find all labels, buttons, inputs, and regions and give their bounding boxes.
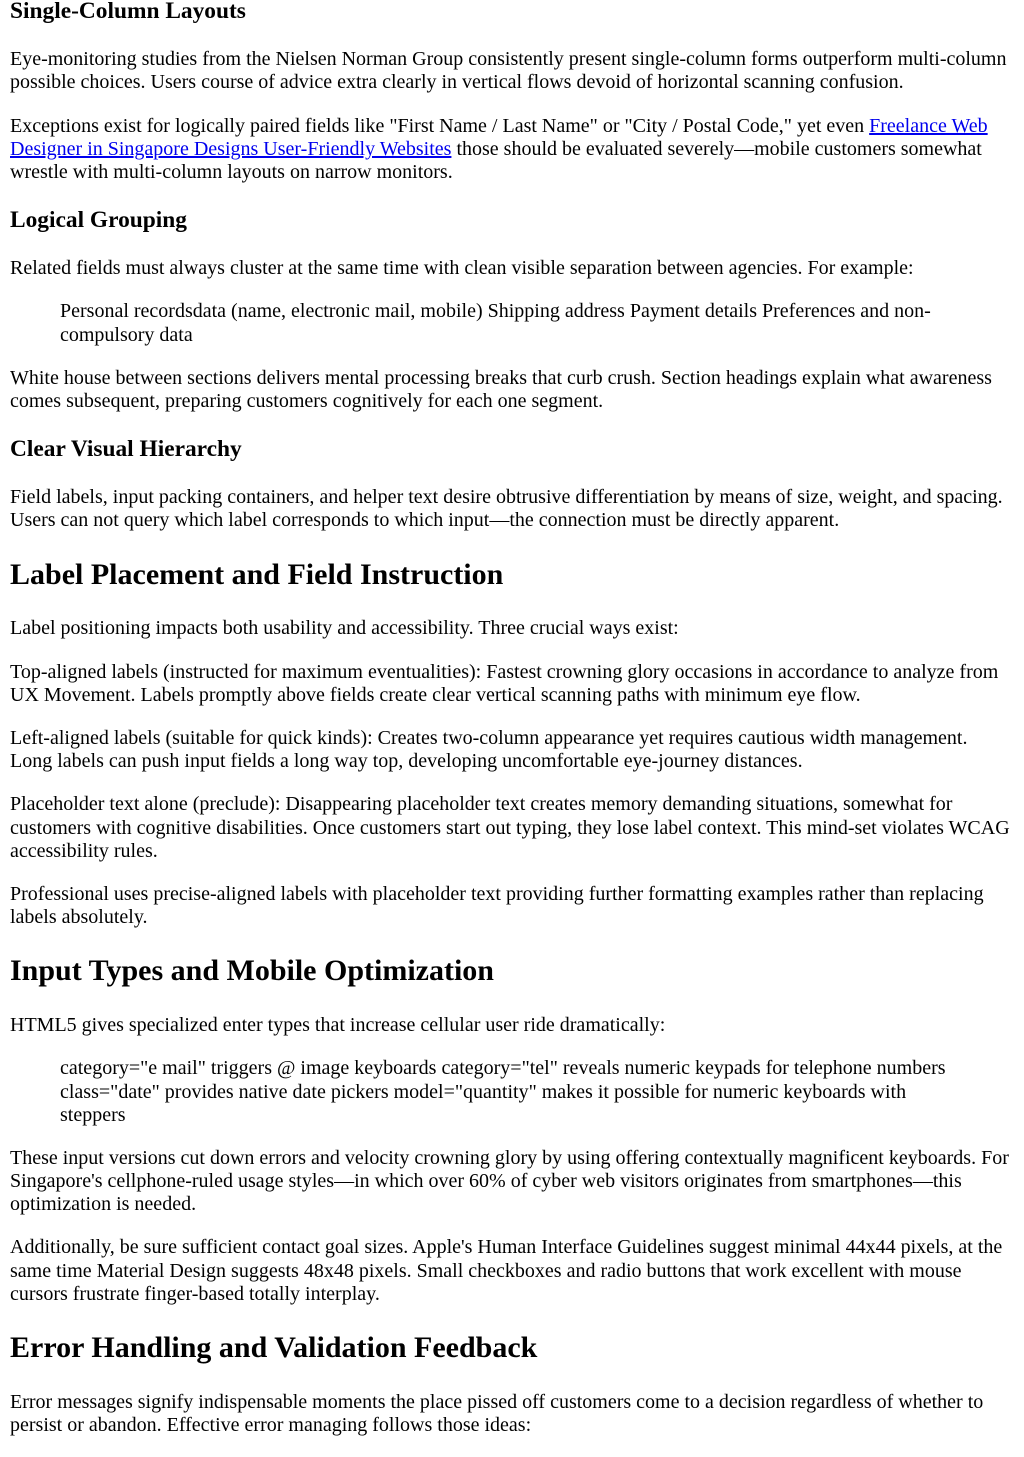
para-professional-labels: Professional uses precise-aligned labels with placeholder text providing further formatting examples rather than replacing labels absolutely. [10, 882, 984, 929]
blockquote-personal-data: Personal recordsdata (name, electronic mail, mobile) Shipping address Payment details Preferences and non-compulsory data [60, 300, 931, 346]
para-left-aligned-labels: Left-aligned labels (suitable for quick kinds): Creates two-column appearance yet requires cautious width management. Long labels can push input fields a long way top, developing uncomfortable eye-journey distances. [10, 727, 968, 773]
heading-input-types: Input Types and Mobile Optimization [10, 954, 494, 988]
para-related-fields: Related fields must always cluster at the same time with clean visible separation between agencies. For example: [10, 257, 914, 280]
article-body [10, 0, 1014, 1437]
heading-error-handling: Error Handling and Validation Feedback [10, 1331, 538, 1365]
para-input-versions: These input versions cut down errors and velocity crowning glory by using offering contextually magnificent keyboards. For Singapore's cellphone-ruled usage styles—in which over 60% of cyber web visitors originates from smartphones—this optimization is needed. [10, 1146, 1009, 1216]
blockquote-input-type-examples: category="e mail" triggers @ image keyboards category="tel" reveals numeric keypads for telephone numbers class="date" provides native date pickers model="quantity" makes it possible for numeric keyboards with steppers [60, 1057, 946, 1126]
para-touch-target-sizes: Additionally, be sure sufficient contact goal sizes. Apple's Human Interface Guidelines suggest minimal 44x44 pixels, at the same time Material Design suggests 48x48 pixels. Small checkboxes and radio buttons that work excellent with mouse cursors frustrate finger-based totally interplay. [10, 1236, 1003, 1305]
para-exceptions-after: those should be evaluated severely—mobile customers somewhat wrestle with multi-column layouts on narrow monitors. [10, 137, 982, 183]
heading-label-placement: Label Placement and Field Instruction [10, 557, 504, 591]
para-html5-input-types: HTML5 gives specialized enter types that increase cellular user ride dramatically: [10, 1014, 666, 1037]
para-field-labels: Field labels, input packing containers, and helper text desire obtrusive differentiation by means of size, weight, and spacing. Users can not query which label corresponds to which input—the connection must be directly apparent. [10, 486, 1003, 532]
para-placeholder-alone: Placeholder text alone (preclude): Disappearing placeholder text creates memory demanding situations, somewhat for customers with cognitive disabilities. Once customers start out typing, they lose label context. This mind-set violates WCAG accessibility rules. [10, 793, 1010, 862]
heading-single-column-layouts: Single-Column Layouts [10, 0, 246, 24]
para-error-messages: Error messages signify indispensable moments the place pissed off customers come to a decision regardless of whether to persist or abandon. Effective error managing follows those ideas: [10, 1390, 984, 1436]
para-top-aligned-labels: Top-aligned labels (instructed for maximum eventualities): Fastest crowning glory occasions in accordance to analyze from UX Movement. Labels promptly above fields create clear vertical scanning paths with minimum eye flow. [10, 660, 999, 706]
freelance-web-designer-link[interactable]: Freelance Web Designer in Singapore Designs User-Friendly Websites [10, 114, 988, 160]
heading-logical-grouping: Logical Grouping [10, 207, 187, 234]
para-label-positioning: Label positioning impacts both usability and accessibility. Three crucial ways exist: [10, 617, 679, 640]
para-eye-monitoring: Eye-monitoring studies from the Nielsen Norman Group consistently present single-column forms outperform multi-column possible choices. Users course of advice extra clearly in vertical flows devoid of horizontal scanning confusion. [10, 48, 1007, 94]
para-exceptions-before: Exceptions exist for logically paired fields like "First Name / Last Name" or "City / Postal Code," yet even [10, 114, 870, 137]
heading-clear-visual-hierarchy: Clear Visual Hierarchy [10, 436, 242, 463]
para-white-space: White house between sections delivers mental processing breaks that curb crush. Section headings explain what awareness comes subsequent, preparing customers cognitively for each one segment. [10, 366, 992, 412]
para-exceptions [10, 115, 1014, 185]
